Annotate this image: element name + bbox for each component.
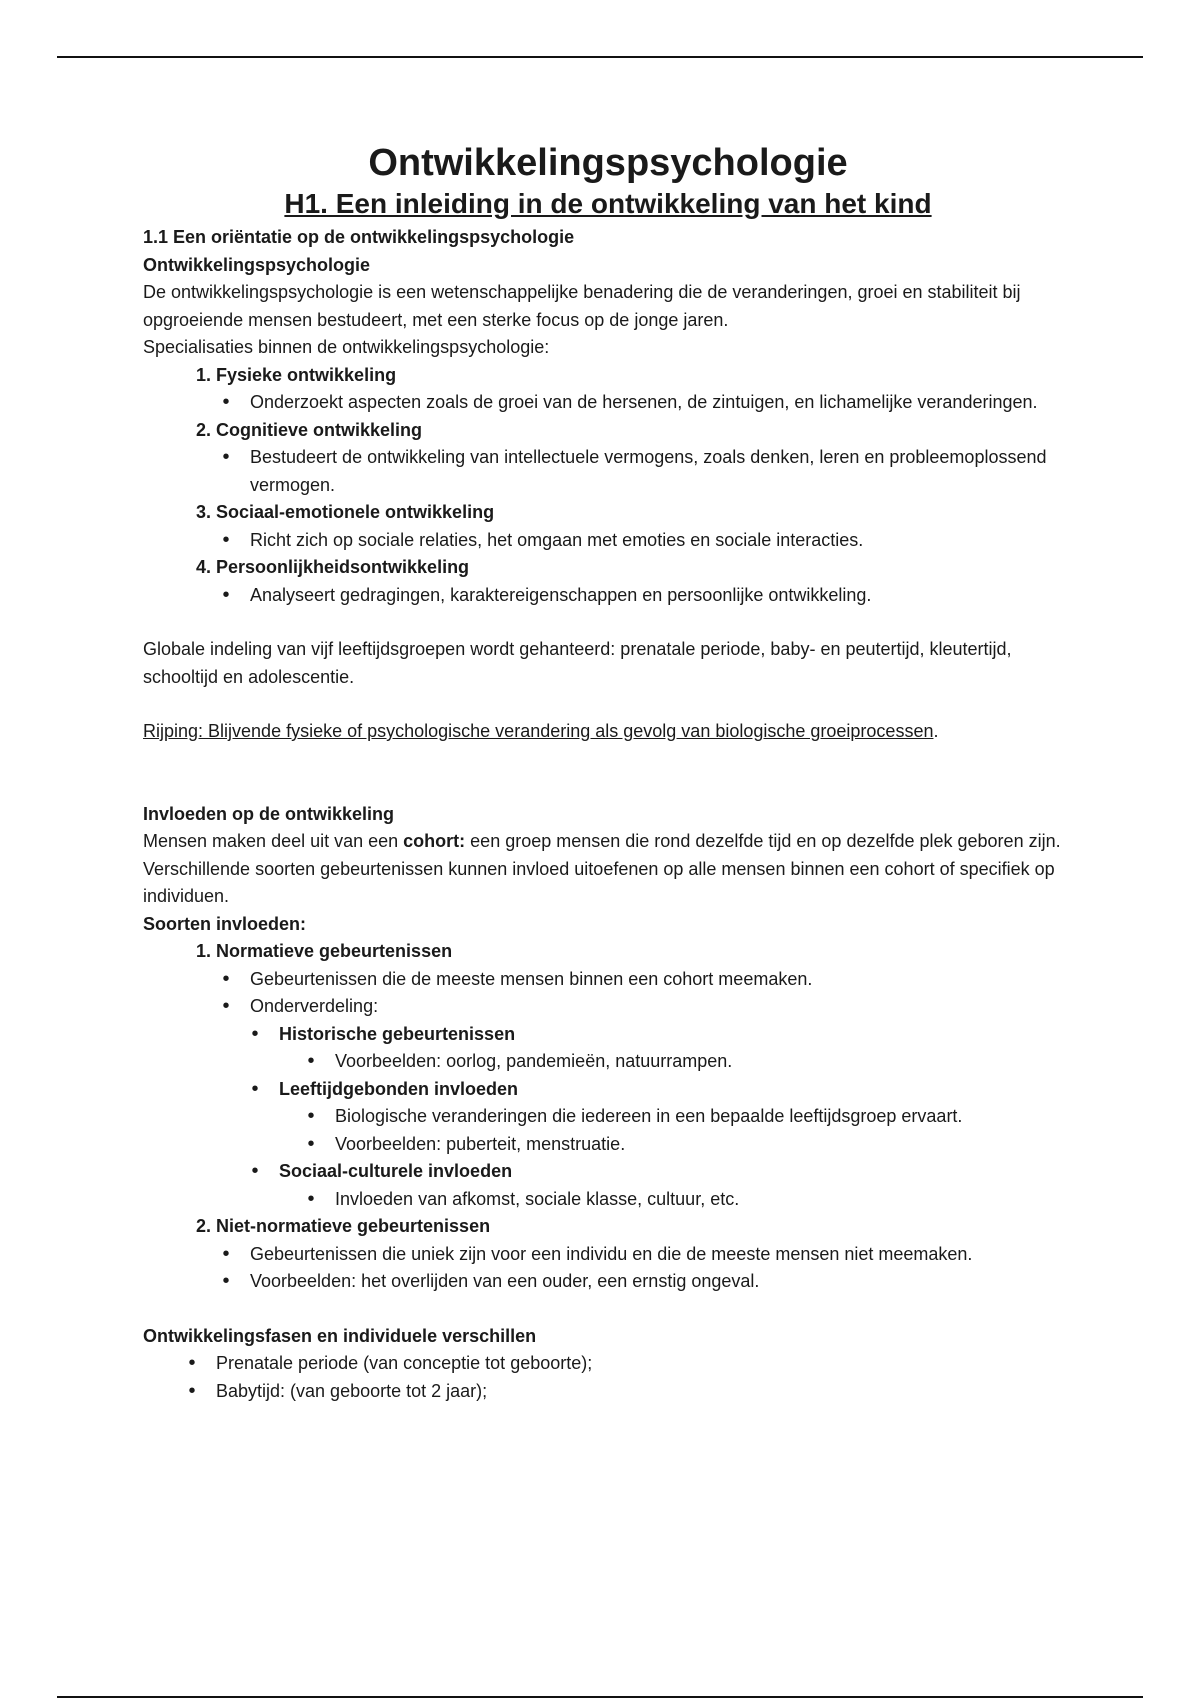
- cohort-term: cohort:: [403, 831, 466, 851]
- specialisation-title: Persoonlijkheidsontwikkeling: [216, 557, 470, 577]
- specialisation-title: Sociaal-emotionele ontwikkeling: [216, 502, 495, 522]
- section-heading: 1.1 Een oriëntatie op de ontwikkelingspsychologie: [143, 227, 575, 247]
- age-influence-title: Leeftijdgebonden invloeden: [279, 1078, 519, 1099]
- list-item: • Voorbeelden: puberteit, menstruatie.: [335, 1131, 1073, 1159]
- list-item: [216, 1213, 1073, 1296]
- list-item: • Invloeden van afkomst, sociale klasse, cultuur, etc.: [335, 1186, 1073, 1214]
- social-cultural-title: Sociaal-culturele invloeden: [279, 1161, 513, 1181]
- list-item: [216, 938, 1073, 1213]
- bottom-rule: [57, 1696, 1143, 1698]
- cohort-post: een groep mensen die rond dezelfde tijd en op dezelfde plek geboren zijn. Verschillende soorten gebeurtenissen kunnen invloed uitoefenen op alle mensen binnen een cohort of specifiek op individuen.: [143, 831, 1061, 906]
- list-item: [216, 417, 1073, 500]
- specialisation-title: Fysieke ontwikkeling: [216, 364, 397, 385]
- list-item: • Babytijd: (van geboorte tot 2 jaar);: [216, 1378, 1073, 1406]
- intro-paragraph: De ontwikkelingspsychologie is een wetenschappelijke benadering die de veranderingen, groei en stabiliteit bij opgroeiende mensen bestudeert, met een sterke focus op de jonge jaren.: [143, 282, 1021, 330]
- specialisations-list: [143, 362, 1073, 610]
- rijping-text: Rijping: Blijvende fysieke of psychologische verandering als gevolg van biologische groeiprocessen: [143, 721, 934, 741]
- list-item: [250, 993, 1073, 1213]
- list-item: • Prenatale periode (van conceptie tot geboorte);: [216, 1350, 1073, 1378]
- specialisation-title: Cognitieve ontwikkeling: [216, 419, 423, 440]
- list-item: [279, 1158, 1073, 1213]
- cohort-paragraph: [143, 828, 1073, 911]
- list-item: [216, 554, 1073, 609]
- phases-list: [143, 1350, 1073, 1405]
- list-item: • Gebeurtenissen die de meeste mensen binnen een cohort meemaken.: [250, 966, 1073, 994]
- rijping-definition: [143, 718, 1073, 746]
- non-normative-title: Niet-normatieve gebeurtenissen: [216, 1216, 491, 1236]
- specialisation-desc: • Analyseert gedragingen, karaktereigenschappen en persoonlijke ontwikkeling.: [250, 582, 1073, 610]
- top-rule: [57, 56, 1143, 58]
- page-title: Ontwikkelingspsychologie: [368, 142, 848, 184]
- list-item: • Biologische veranderingen die iedereen in een bepaalde leeftijdsgroep ervaart.: [335, 1103, 1073, 1131]
- influences-heading: Invloeden op de ontwikkeling: [143, 803, 395, 824]
- specialisation-desc: • Onderzoekt aspecten zoals de groei van de hersenen, de zintuigen, en lichamelijke veranderingen.: [250, 389, 1073, 417]
- historic-title: Historische gebeurtenissen: [279, 1023, 516, 1044]
- list-item: • Voorbeelden: het overlijden van een ouder, een ernstig ongeval.: [250, 1268, 1073, 1296]
- kinds-heading: Soorten invloeden:: [143, 913, 307, 934]
- list-item: [216, 362, 1073, 417]
- list-item: • Voorbeelden: oorlog, pandemieën, natuurrampen.: [335, 1048, 1073, 1076]
- rijping-period: .: [933, 721, 939, 741]
- list-item: [279, 1021, 1073, 1076]
- list-item: [279, 1076, 1073, 1159]
- specialisations-intro: Specialisaties binnen de ontwikkelingspsychologie:: [143, 337, 550, 357]
- phases-heading: Ontwikkelingsfasen en individuele verschillen: [143, 1325, 537, 1346]
- specialisation-desc: • Richt zich op sociale relaties, het omgaan met emoties en sociale interacties.: [250, 527, 1073, 555]
- chapter-title: H1. Een inleiding in de ontwikkeling van het kind: [284, 188, 932, 219]
- list-item: [216, 499, 1073, 554]
- document-body: [143, 140, 1073, 1405]
- subdivision-label: Onderverdeling:: [250, 996, 379, 1016]
- list-item: • Gebeurtenissen die uniek zijn voor een individu en die de meeste mensen niet meemaken.: [250, 1241, 1073, 1269]
- influence-types-list: [143, 938, 1073, 1296]
- age-groups-paragraph: Globale indeling van vijf leeftijdsgroepen wordt gehanteerd: prenatale periode, baby- en peutertijd, kleutertijd, schooltijd en adolescentie.: [143, 639, 1012, 687]
- sub-heading: Ontwikkelingspsychologie: [143, 254, 371, 275]
- cohort-pre: Mensen maken deel uit van een: [143, 831, 404, 851]
- specialisation-desc: • Bestudeert de ontwikkeling van intellectuele vermogens, zoals denken, leren en probleemoplossend vermogen.: [250, 444, 1073, 499]
- normative-title: Normatieve gebeurtenissen: [216, 941, 453, 961]
